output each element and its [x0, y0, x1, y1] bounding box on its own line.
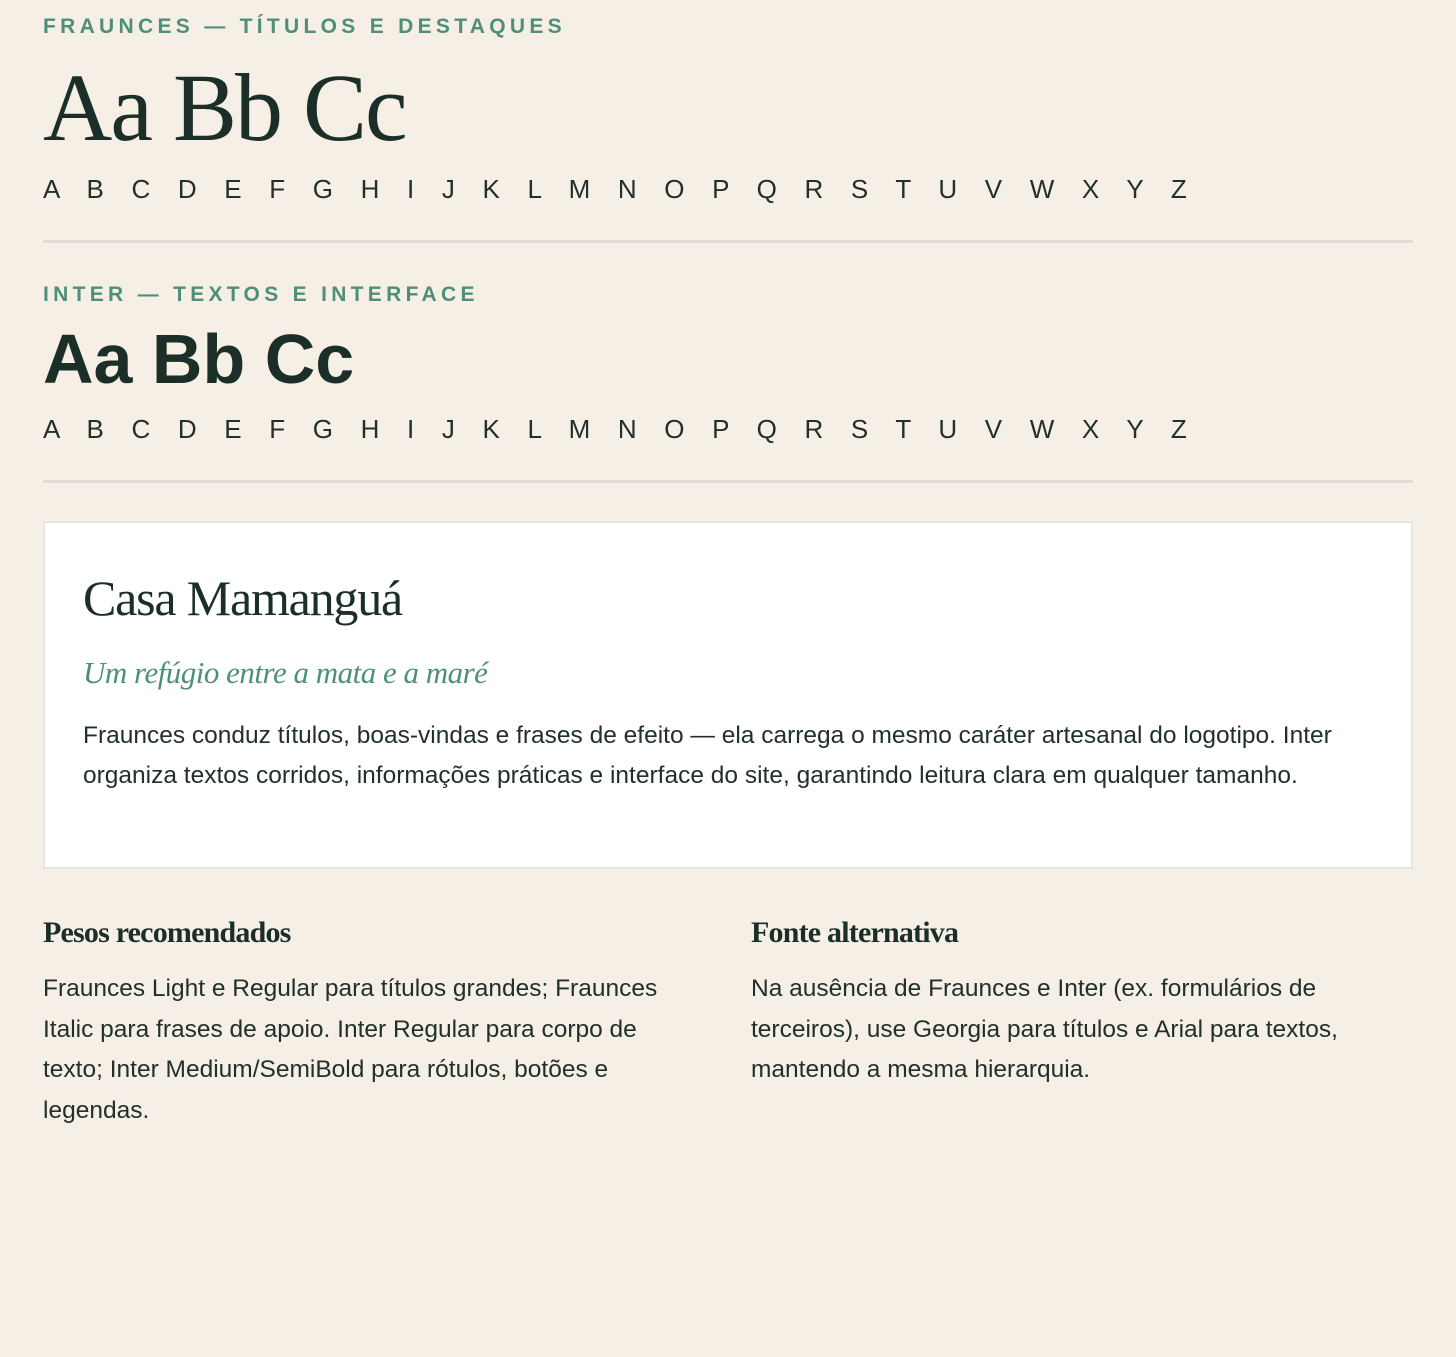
section-divider [43, 480, 1413, 483]
inter-alphabet: A B C D E F G H I J K L M N O P Q R S T U V W X Y Z [43, 414, 1197, 444]
fallback-title: Fonte alternativa [751, 916, 959, 949]
example-subtitle: Um refúgio entre a mata e a maré [83, 655, 488, 690]
fallback-column [751, 918, 1413, 1091]
fraunces-alphabet: A B C D E F G H I J K L M N O P Q R S T U V W X Y Z [43, 174, 1197, 204]
section-divider [43, 240, 1413, 243]
example-card [43, 521, 1413, 869]
weights-title: Pesos recomendados [43, 916, 291, 949]
example-title: Casa Mamanguá [83, 570, 403, 626]
fraunces-eyebrow: FRAUNCES — TÍTULOS E DESTAQUES [43, 15, 566, 38]
fallback-body: Na ausência de Fraunces e Inter (ex. formulários de terceiros), use Georgia para títulos e Arial para textos, mantendo a mesma hierarquia. [751, 975, 1338, 1083]
inter-eyebrow: INTER — TEXTOS E INTERFACE [43, 283, 479, 306]
example-body: Fraunces conduz títulos, boas-vindas e frases de efeito — ela carrega o mesmo caráter artesanal do logotipo. Inter organiza textos corridos, informações práticas e interface do site, garantindo leitura clara em qualquer tamanho. [83, 722, 1332, 789]
inter-specimen: Aa Bb Cc [43, 320, 355, 398]
weights-body: Fraunces Light e Regular para títulos grandes; Fraunces Italic para frases de apoio. Inter Regular para corpo de texto; Inter Medium/SemiBold para rótulos, botões e legendas. [43, 975, 658, 1124]
weights-column [43, 918, 683, 1131]
fraunces-specimen: Aa Bb Cc [43, 54, 406, 161]
